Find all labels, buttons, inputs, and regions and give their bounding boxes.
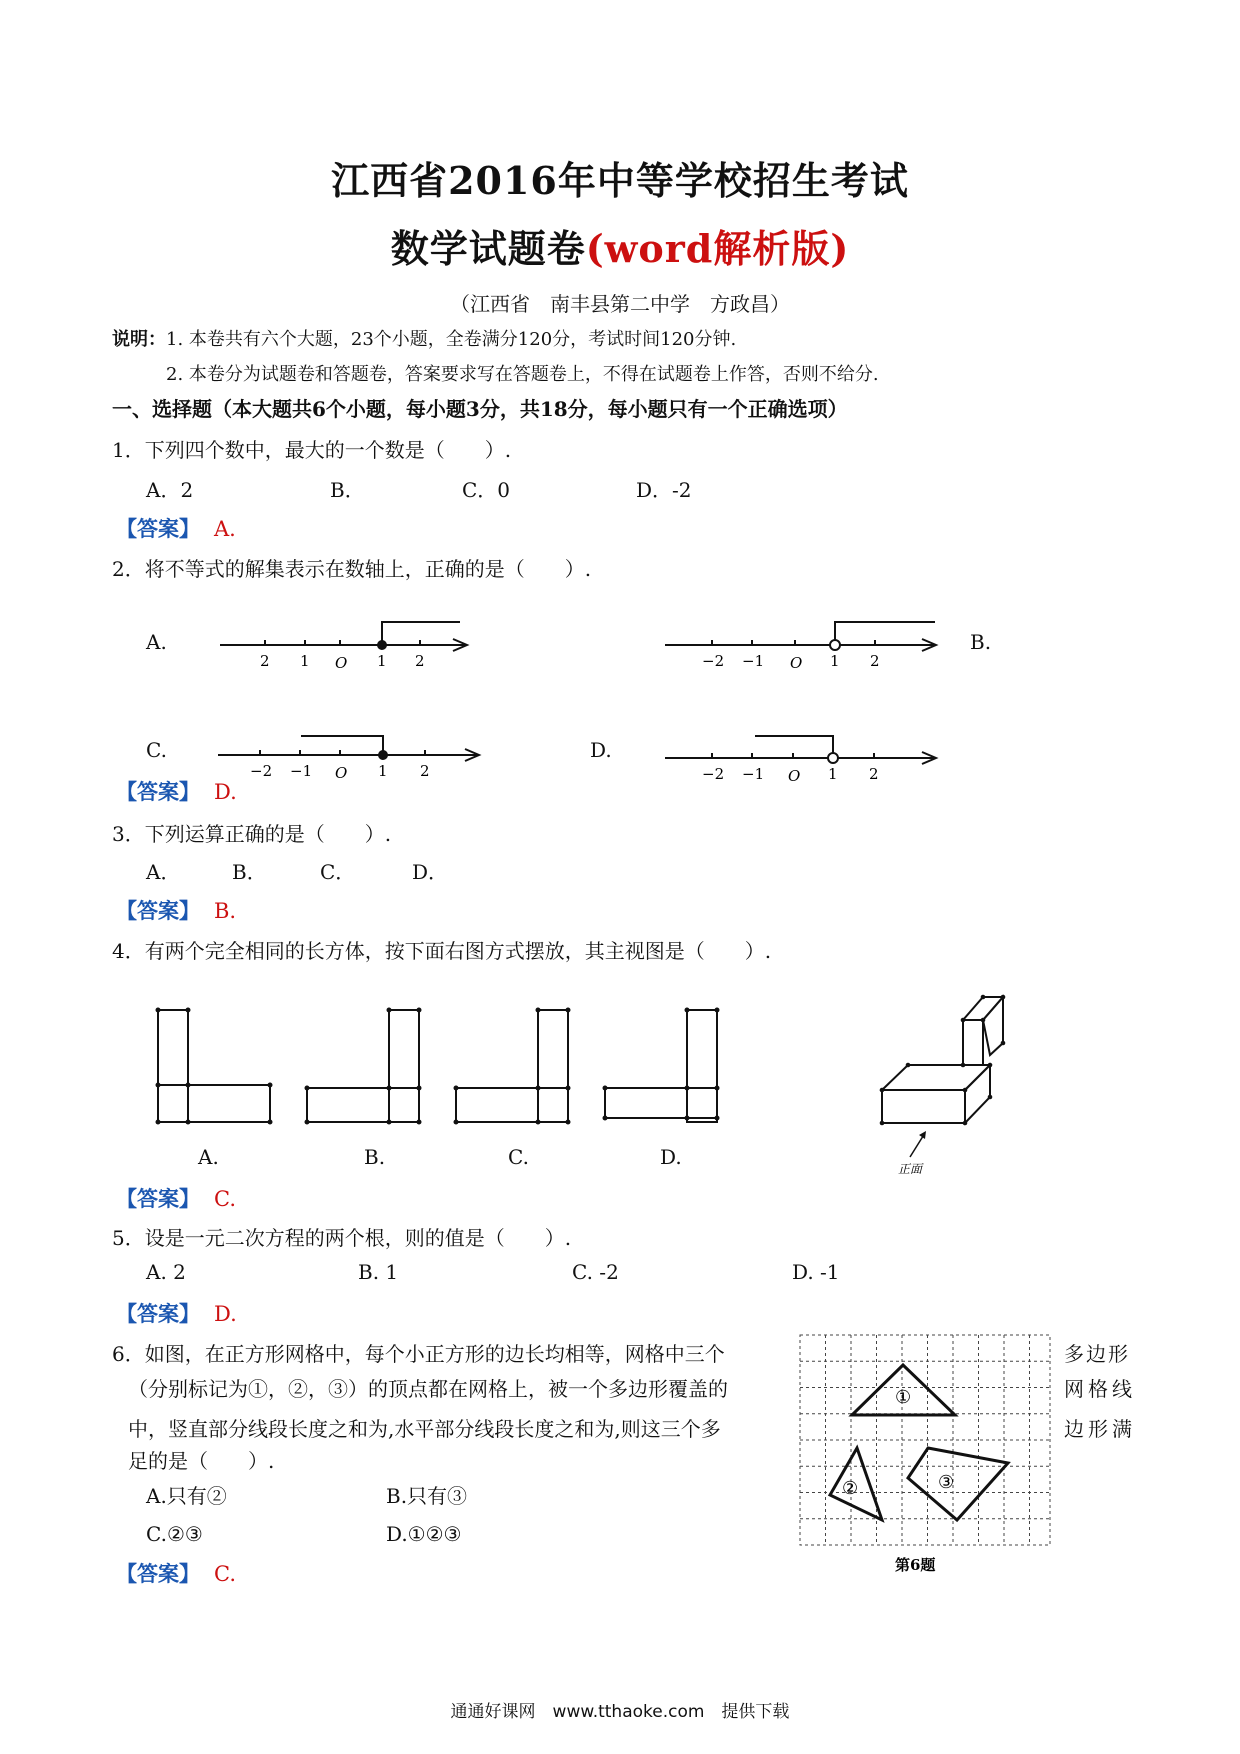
tick-label: −2 — [702, 765, 725, 783]
answer-label: 【答案】 — [116, 1186, 200, 1211]
title-line-1: 江西省2016年中等学校招生考试 — [331, 158, 909, 203]
q4-view-b — [300, 1000, 430, 1130]
tick-label: O — [790, 654, 803, 672]
q2-answer-value: D. — [214, 780, 237, 804]
q5-option-c: C. -2 — [572, 1260, 619, 1284]
tick-label: −1 — [742, 765, 765, 783]
q5-option-d: D. -1 — [792, 1260, 840, 1284]
q1-answer-value: A. — [214, 517, 236, 541]
answer-label: 【答案】 — [116, 1301, 200, 1326]
notes-label: 说明： — [112, 329, 166, 350]
q5-option-a: A. 2 — [146, 1260, 186, 1284]
title-line-2 — [0, 218, 1240, 273]
q6-grid-figure — [795, 1330, 1065, 1580]
author-line: （江西省 南丰县第二中学 方政昌） — [450, 292, 790, 316]
q6-option-c: C.②③ — [146, 1522, 203, 1546]
mark-1: ① — [895, 1387, 912, 1408]
tick-label: O — [788, 767, 801, 785]
q5-option-b: B. 1 — [358, 1260, 399, 1284]
q3-option-a: A． — [146, 860, 181, 884]
q3-stem: 3．下列运算正确的是（ ）. — [112, 822, 392, 846]
q2-stem: 2．将不等式的解集表示在数轴上，正确的是（ ）. — [112, 557, 592, 581]
q3-option-d: D． — [412, 860, 449, 884]
q2-option-b: B. — [970, 630, 992, 654]
q4-option-b: B. — [364, 1145, 386, 1169]
tick-label: O — [335, 654, 348, 672]
tick-label: 1 — [378, 762, 388, 780]
q6-option-b: B.只有③ — [386, 1484, 468, 1508]
q6-line-1: 6．如图，在正方形网格中，每个小正方形的边长均相等，网格中三个 — [112, 1342, 725, 1366]
q6-option-d: D.①②③ — [386, 1522, 462, 1546]
mark-2: ② — [842, 1478, 859, 1499]
q5-stem: 5．设是一元二次方程的两个根，则的值是（ ）. — [112, 1226, 572, 1250]
title-main: 数学试题卷 — [390, 226, 586, 271]
tick-label: 1 — [377, 652, 387, 670]
q1-option-c: C．0 — [462, 478, 511, 502]
answer-label: 【答案】 — [116, 1561, 200, 1586]
q4-3d-figure — [880, 975, 1040, 1185]
tick-label: −2 — [702, 652, 725, 670]
number-line-c — [215, 720, 485, 780]
section-heading: 一、选择题（本大题共6个小题，每小题3分，共18分，每小题只有一个正确选项） — [112, 397, 848, 421]
tick-label: −1 — [290, 762, 313, 780]
tick-label: 2 — [260, 652, 270, 670]
answer-label: 【答案】 — [116, 779, 200, 804]
tick-label: 1 — [828, 765, 838, 783]
front-label: 正面 — [898, 1162, 923, 1176]
q6-answer-value: C. — [214, 1562, 236, 1586]
note-1-text: 1. 本卷共有六个大题，23个小题，全卷满分120分，考试时间120分钟. — [166, 329, 737, 350]
polygon-3 — [908, 1448, 1008, 1520]
q1-stem: 1．下列四个数中，最大的一个数是（ ）. — [112, 438, 512, 462]
tick-label: O — [335, 764, 348, 782]
q2-answer — [116, 776, 237, 806]
q4-option-d: D. — [660, 1145, 682, 1169]
q3-answer-value: B. — [214, 899, 237, 923]
tick-label: 2 — [415, 652, 425, 670]
number-line-d — [660, 720, 940, 785]
q4-option-c: C. — [508, 1145, 529, 1169]
q4-view-c — [450, 1000, 580, 1130]
q6-line-2: （分别标记为①，②，③）的顶点都在网格上，被一个多边形覆盖的 — [128, 1377, 728, 1401]
q1-option-b: B． — [330, 478, 365, 502]
q6-line-4: 足的是（ ）. — [128, 1449, 275, 1473]
answer-label: 【答案】 — [116, 898, 200, 923]
mark-3: ③ — [938, 1472, 955, 1493]
q6-right-1: 多边形 — [1064, 1342, 1130, 1366]
tick-label: −1 — [742, 652, 765, 670]
q4-view-a — [150, 1000, 280, 1130]
q4-stem: 4．有两个完全相同的长方体，按下面右图方式摆放，其主视图是（ ）. — [112, 939, 772, 963]
q3-option-c: C． — [320, 860, 356, 884]
tick-label: −2 — [250, 762, 273, 780]
q6-right-3: 边形满 — [1064, 1417, 1136, 1441]
q2-option-d: D. — [590, 738, 612, 762]
note-2-text: 2. 本卷分为试题卷和答题卷，答案要求写在答题卷上，不得在试题卷上作答，否则不给分. — [166, 364, 879, 385]
q4-answer — [116, 1183, 236, 1213]
title-tag: (word解析版) — [585, 226, 850, 271]
q4-view-d — [600, 1000, 730, 1130]
q6-right-2: 网格线 — [1064, 1377, 1136, 1401]
footer: 通通好课网 www.tthaoke.com 提供下载 — [450, 1702, 790, 1722]
q1-answer — [116, 513, 236, 543]
answer-label: 【答案】 — [116, 516, 200, 541]
number-line-a — [215, 610, 475, 670]
tick-label: 1 — [300, 652, 310, 670]
q6-answer — [116, 1558, 236, 1588]
q4-answer-value: C. — [214, 1187, 236, 1211]
q5-answer — [116, 1298, 237, 1328]
number-line-b — [660, 610, 940, 670]
q3-option-b: B． — [232, 860, 267, 884]
tick-label: 2 — [869, 765, 879, 783]
tick-label: 1 — [830, 652, 840, 670]
q2-option-a: A. — [146, 630, 167, 654]
q2-option-c: C. — [146, 738, 167, 762]
figure-caption: 第6题 — [895, 1556, 936, 1574]
q1-option-d: D．-2 — [636, 478, 692, 502]
tick-label: 2 — [420, 762, 430, 780]
notes-1 — [112, 325, 736, 351]
q6-option-a: A.只有② — [146, 1484, 227, 1508]
tick-label: 2 — [870, 652, 880, 670]
q1-option-a: A．2 — [146, 478, 194, 502]
q5-answer-value: D. — [214, 1302, 237, 1326]
q6-line-3: 中，竖直部分线段长度之和为,水平部分线段长度之和为,则这三个多 — [128, 1417, 721, 1441]
q4-option-a: A. — [198, 1145, 219, 1169]
q3-answer — [116, 895, 236, 925]
